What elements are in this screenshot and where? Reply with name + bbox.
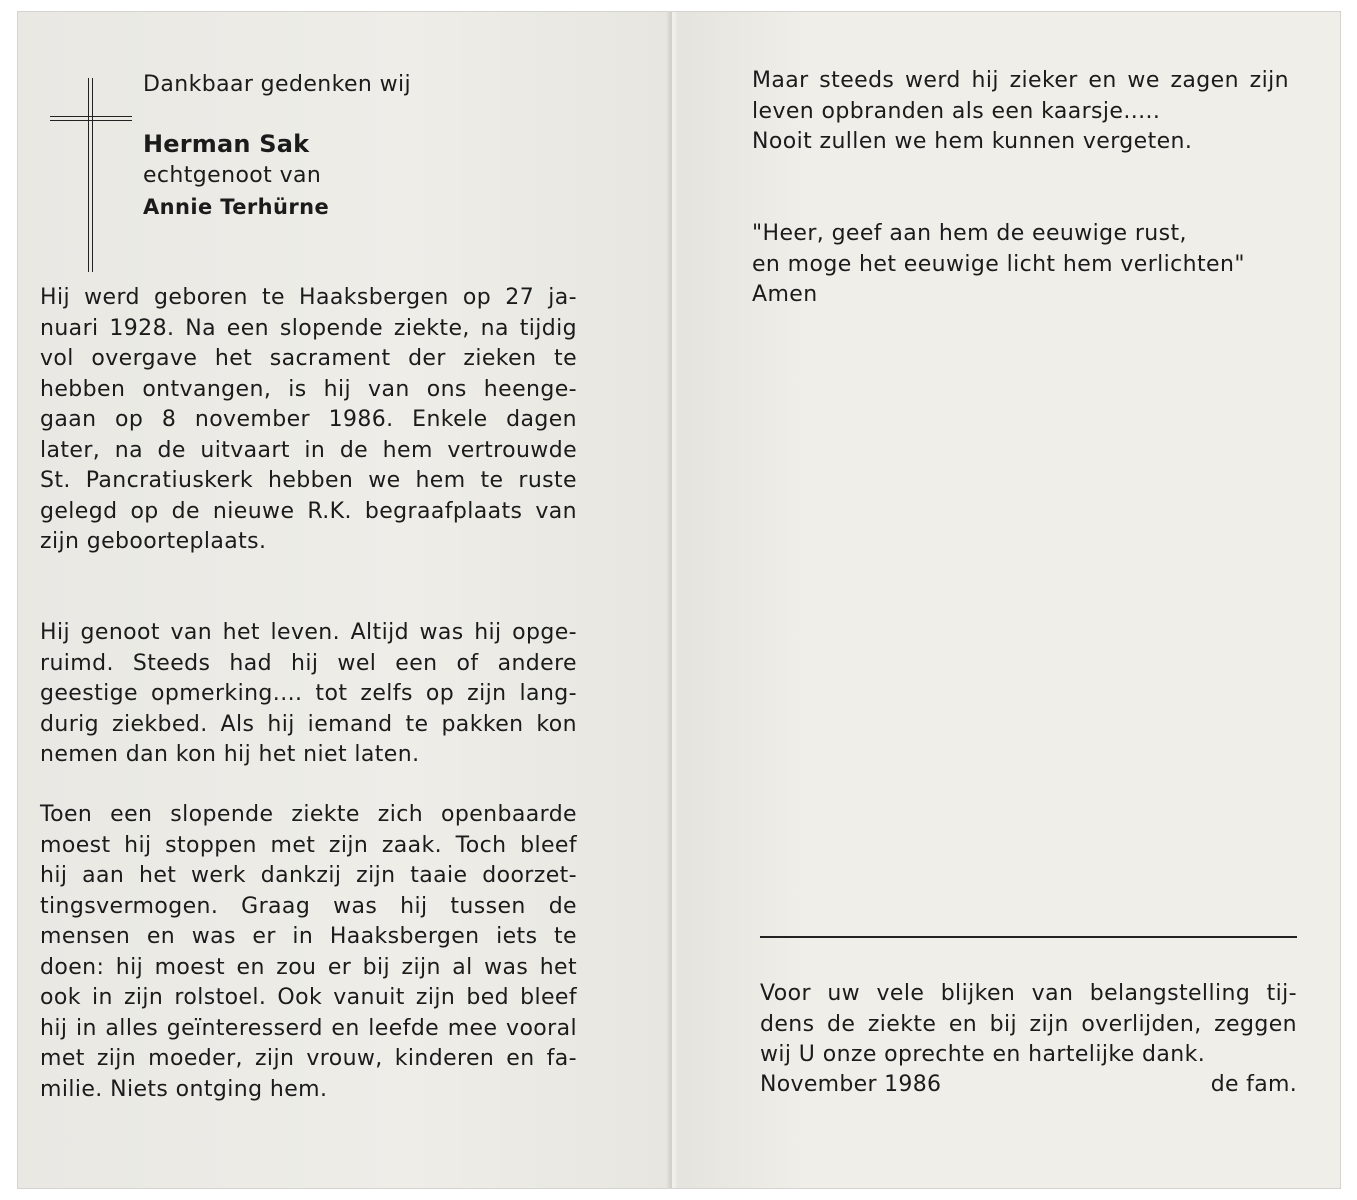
text-line: mensen en was er in Haaksbergen iets te <box>40 924 577 949</box>
text-line: tingsvermogen. Graag was hij tussen de <box>40 893 577 919</box>
deceased-name: Herman Sak <box>143 130 310 158</box>
center-fold <box>666 12 678 1188</box>
text-line: dens de ziekte en bij zijn overlijden, zeggen <box>760 1011 1297 1037</box>
text-line: met zijn moeder, zijn vrouw, kinderen en fa- <box>40 1046 577 1071</box>
text-line: gelegd op de nieuwe R.K. begraafplaats van <box>40 498 577 524</box>
text-line: nuari 1928. Na een slopende ziekte, na tijdig <box>40 315 577 341</box>
text-line: later, na de uitvaart in de hem vertrouwde <box>40 437 577 463</box>
text-line: Maar steeds werd hij zieker en we zagen zijn <box>752 68 1289 93</box>
text-line: gaan op 8 november 1986. Enkele dagen <box>40 407 577 432</box>
cross-icon-horizontal <box>50 116 132 121</box>
text-line: hij aan het werk dankzij zijn taaie doorzet- <box>40 863 577 888</box>
divider-line <box>760 936 1297 938</box>
text-line: durig ziekbed. Als hij iemand te pakken kon <box>40 711 577 737</box>
text-line: nemen dan kon hij het niet laten. <box>40 742 420 767</box>
text-line: wij U onze oprechte en hartelijke dank. <box>760 1042 1206 1067</box>
text-line: en moge het eeuwige licht hem verlichten" <box>752 251 1245 277</box>
text-line: Hij werd geboren te Haaksbergen op 27 ja- <box>40 285 577 310</box>
biography-paragraph <box>40 283 577 558</box>
text-line: St. Pancratiuskerk hebben we hem te ruste <box>40 468 577 493</box>
text-line: hij in alles geïnteresserd en leefde mee vooral <box>40 1015 577 1041</box>
farewell-paragraph <box>752 66 1289 158</box>
character-paragraph <box>40 618 577 771</box>
text-line: ruimd. Steeds had hij wel een of andere <box>40 650 577 676</box>
text-line: geestige opmerking.... tot zelfs op zijn lang- <box>40 681 577 706</box>
text-line: Voor uw vele blijken van belangstelling tij- <box>760 981 1297 1006</box>
text-line: vol overgave het sacrament der zieken te <box>40 346 577 371</box>
text-line: Nooit zullen we hem kunnen vergeten. <box>752 129 1193 154</box>
text-line: Toen een slopende ziekte zich openbaarde <box>40 802 577 827</box>
text-line: moest hij stoppen met zijn zaak. Toch bleef <box>40 832 577 858</box>
text-line: Amen <box>752 282 818 307</box>
text-line: doen: hij moest en zou er bij zijn al was het <box>40 954 577 980</box>
text-line: Hij genoot van het leven. Altijd was hij opge- <box>40 620 577 645</box>
text-line: zijn geboorteplaats. <box>40 529 267 554</box>
intro-text: Dankbaar gedenken wij <box>143 72 412 97</box>
prayer-paragraph <box>752 219 1289 311</box>
illness-paragraph <box>40 800 577 1105</box>
text-line: hebben ontvangen, is hij van ons heenge- <box>40 376 577 402</box>
text-line: "Heer, geef aan hem de eeuwige rust, <box>752 221 1187 246</box>
spouse-name: Annie Terhürne <box>143 195 330 219</box>
cross-icon-vertical <box>88 78 93 272</box>
text-line: leven opbranden als een kaarsje..... <box>752 98 1161 124</box>
family-signature: de fam. <box>1210 1072 1297 1097</box>
text-line: ook in zijn rolstoel. Ook vanuit zijn bed bleef <box>40 985 577 1010</box>
relation-text: echtgenoot van <box>143 163 322 188</box>
thanks-paragraph <box>760 979 1297 1071</box>
text-line: milie. Niets ontging hem. <box>40 1076 328 1102</box>
closing-date: November 1986 <box>760 1072 942 1097</box>
